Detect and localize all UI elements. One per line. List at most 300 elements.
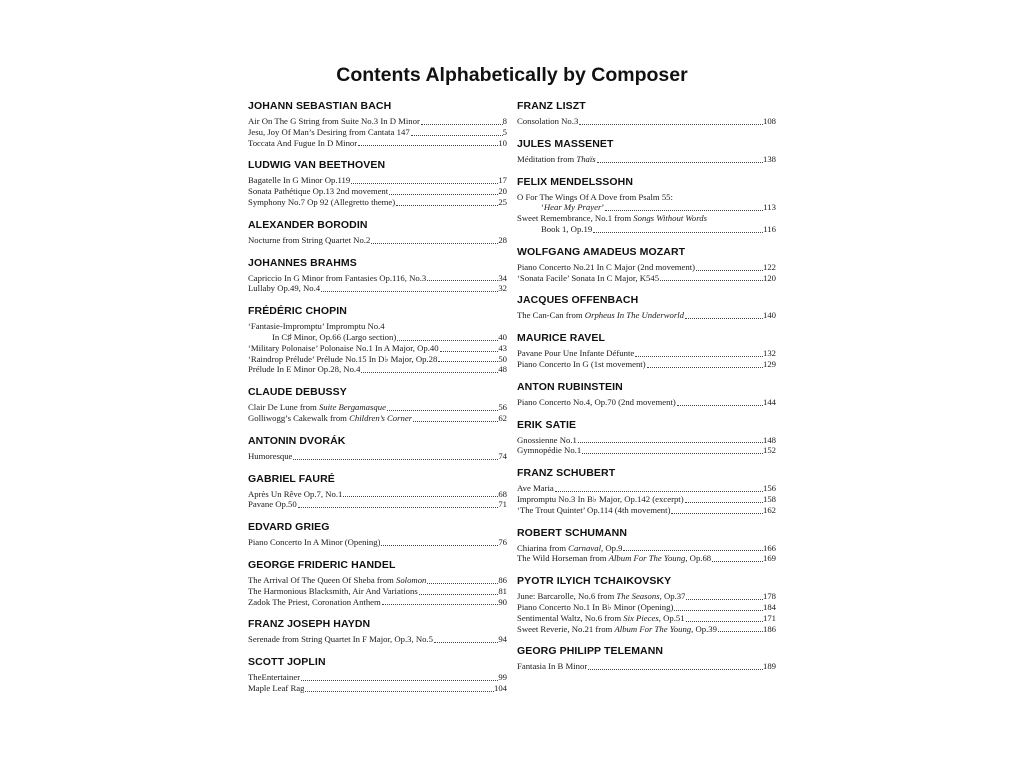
page-number: 184: [762, 601, 776, 612]
composer-name: EDVARD GRIEG: [248, 521, 330, 534]
page-number: 152: [762, 445, 776, 456]
entry-title-text: In C♯ Minor, Op.66 (Largo section): [272, 331, 397, 342]
entry-title-text: Sonata Pathétique Op.13 2nd movement: [248, 186, 389, 197]
dot-leader: [593, 231, 763, 233]
entry-title: [248, 116, 420, 127]
entry-title: [272, 332, 396, 343]
entry-italic-title: Six Pieces: [623, 612, 659, 623]
entry-title-text: Chiarina from: [517, 542, 569, 553]
toc-entry: [517, 445, 776, 456]
entry-title-text: Toccata And Fugue In D Minor: [248, 137, 358, 148]
entry-title: [517, 359, 646, 370]
toc-entry: [517, 483, 776, 494]
page-number: 17: [498, 175, 507, 186]
toc-entry: [517, 435, 776, 446]
composer-section: [248, 472, 507, 511]
composer-section: [248, 385, 507, 424]
page-number: 8: [502, 116, 507, 126]
toc-entry: [248, 586, 507, 597]
entry-title: [248, 489, 342, 500]
composer-section: [517, 526, 776, 565]
entry-italic-title: Suite Bergamasque: [318, 402, 386, 413]
entry-title-text: Serenade from String Quartet In F Major, Op.3, No.5: [248, 634, 433, 645]
entry-title-text: Prélude In E Minor Op.28, No.4: [248, 364, 361, 375]
toc-entry: [248, 138, 507, 149]
dot-leader: [696, 269, 763, 271]
dot-leader: [419, 593, 499, 595]
dot-leader: [396, 204, 498, 206]
dot-leader: [605, 209, 763, 211]
entry-title-suffix: , Op.37: [659, 591, 686, 602]
dot-leader: [597, 161, 763, 163]
page-number: 34: [498, 272, 507, 283]
composer-name: FRANZ JOSEPH HAYDN: [248, 618, 371, 631]
dot-leader: [305, 690, 494, 692]
composer-section: [517, 574, 776, 634]
entry-italic-title: Solomon: [395, 574, 427, 585]
dot-leader: [440, 350, 499, 352]
entry-italic-title: Album For The Young: [608, 553, 686, 564]
entry-title: [517, 543, 622, 554]
entry-title: [517, 435, 577, 446]
toc-entry: [517, 348, 776, 359]
dot-leader: [351, 182, 498, 184]
entry-title: [517, 262, 695, 273]
dot-leader: [647, 366, 763, 368]
page-number: 116: [763, 223, 776, 234]
page-number: 162: [762, 504, 776, 515]
entry-title-text: ‘Sonata Facile’ Sonata In C Major, K545: [517, 272, 660, 283]
entry-title-text: Lullaby Op.49, No.4: [248, 283, 321, 294]
entry-title: [517, 602, 673, 613]
entry-title-text: Piano Concerto No.4, Op.70 (2nd movement): [517, 396, 676, 407]
dot-leader: [371, 242, 498, 244]
entry-title: [541, 224, 592, 235]
entry-title: [517, 494, 684, 505]
composer-name: WOLFGANG AMADEUS MOZART: [517, 245, 686, 258]
dot-leader: [674, 609, 763, 611]
dot-leader: [343, 495, 498, 497]
toc-entry: [248, 597, 507, 608]
toc-entry: [248, 127, 507, 138]
entry-title: [517, 192, 673, 202]
page-number: 122: [762, 261, 776, 272]
composer-section: [517, 99, 776, 127]
page-number: 56: [498, 402, 507, 413]
entry-title: [248, 138, 357, 149]
page-number: 40: [498, 331, 507, 342]
toc-entry: [248, 537, 507, 548]
entry-title: [248, 127, 410, 138]
dot-leader: [382, 603, 499, 605]
dot-leader: [361, 371, 498, 373]
page-number: 166: [762, 542, 776, 553]
entry-title: [248, 683, 304, 694]
page-number: 186: [762, 623, 776, 634]
dot-leader: [671, 512, 763, 514]
dot-leader: [298, 506, 499, 508]
composer-section: [248, 520, 507, 548]
composer-section: [248, 655, 507, 694]
toc-entry: [517, 192, 776, 203]
entry-title-text: Ave Maria: [517, 483, 554, 494]
page-number: 71: [498, 499, 507, 510]
composer-name: GEORGE FRIDERIC HANDEL: [248, 558, 396, 571]
entry-title: [248, 413, 412, 424]
page-number: 5: [502, 126, 507, 137]
composer-name: JULES MASSENET: [517, 137, 614, 150]
toc-entry: [517, 273, 776, 284]
composer-section: [248, 558, 507, 607]
toc-entry: [517, 624, 776, 635]
composer-section: [517, 418, 776, 457]
composer-name: JACQUES OFFENBACH: [517, 294, 639, 307]
composer-name: CLAUDE DEBUSSY: [248, 386, 347, 399]
page-number: 120: [762, 272, 776, 283]
toc-entry: [248, 575, 507, 586]
entry-title: [517, 483, 554, 494]
page-number: 104: [493, 682, 507, 693]
toc-entry: [517, 505, 776, 516]
toc-entry: [517, 591, 776, 602]
entry-title-text: Piano Concerto In A Minor (Opening): [248, 537, 381, 548]
toc-entry: [517, 494, 776, 505]
composer-section: [248, 304, 507, 375]
page-number: 10: [498, 137, 507, 148]
entry-title: [248, 586, 418, 597]
dot-leader: [685, 501, 763, 503]
entry-title-text: Bagatelle In G Minor Op.119: [248, 175, 351, 186]
entry-title: [517, 624, 717, 635]
entry-italic-title: Orpheus In The Underworld: [584, 310, 684, 321]
entry-title-suffix: , Op.51: [658, 612, 685, 623]
right-column: [517, 99, 776, 682]
page-number: 113: [763, 202, 776, 213]
page-number: 129: [762, 358, 776, 369]
page-number: 28: [498, 234, 507, 245]
composer-section: [517, 466, 776, 515]
composer-name: JOHANNES BRAHMS: [248, 256, 357, 269]
entry-italic-title: Thaïs: [576, 153, 596, 164]
entry-title: [517, 154, 596, 165]
entry-title-text: Fantasia In B Minor: [517, 661, 588, 672]
entry-title-text: Sweet Reverie, No.21 from: [517, 623, 615, 634]
entry-title-text: ‘: [541, 202, 544, 213]
dot-leader: [293, 458, 498, 460]
entry-title: [517, 397, 676, 408]
entry-title: [541, 202, 604, 213]
dot-leader: [555, 490, 763, 492]
entry-title-text: Pavane Op.50: [248, 499, 297, 510]
entry-title: [517, 310, 684, 321]
page-number: 156: [762, 483, 776, 494]
toc-entry: [248, 273, 507, 284]
toc-entry: [517, 262, 776, 273]
page-number: 76: [498, 537, 507, 548]
dot-leader: [718, 630, 763, 632]
composer-name: ROBERT SCHUMANN: [517, 526, 627, 539]
entry-title: [517, 661, 587, 672]
composer-name: GABRIEL FAURÉ: [248, 472, 335, 485]
page-number: 144: [762, 396, 776, 407]
entry-italic-title: Album For The Young: [614, 623, 692, 634]
entry-title: [248, 273, 426, 284]
entry-title: [517, 591, 685, 602]
entry-title-text: ‘Fantasie-Impromptu’ Impromptu No.4: [248, 321, 385, 332]
entry-title-text: Gnossienne No.1: [517, 434, 577, 445]
entry-title-text: Pavane Pour Une Infante Défunte: [517, 348, 635, 359]
dot-leader: [387, 409, 498, 411]
composer-name: ANTON RUBINSTEIN: [517, 380, 623, 393]
dot-leader: [358, 144, 498, 146]
toc-entry: [248, 235, 507, 246]
toc-entry: [517, 613, 776, 624]
dot-leader: [582, 452, 763, 454]
entry-title-text: Piano Concerto No.21 In C Major (2nd movement): [517, 261, 696, 272]
page-number: 50: [498, 353, 507, 364]
dot-leader: [397, 339, 498, 341]
entry-title-text: Humoresque: [248, 450, 293, 461]
entry-title: [517, 116, 578, 127]
entry-title-suffix: ’: [601, 202, 605, 213]
composer-name: FELIX MENDELSSOHN: [517, 175, 634, 188]
toc-entry: [517, 202, 776, 213]
entry-title-text: The Can-Can from: [517, 310, 585, 321]
toc-entry: [517, 397, 776, 408]
entry-title-text: ‘Raindrop Prélude’ Prélude No.15 In D♭ Major, Op.28: [248, 353, 438, 364]
entry-italic-title: The Seasons: [616, 591, 660, 602]
toc-entry: [517, 543, 776, 554]
entry-title: [517, 348, 634, 359]
entry-title-text: Après Un Rêve Op.7, No.1: [248, 488, 343, 499]
toc-entry: [517, 602, 776, 613]
entry-title: [517, 273, 659, 284]
toc-entry: [248, 672, 507, 683]
entry-title-text: Gymnopédie No.1: [517, 445, 582, 456]
entry-title-text: Piano Concerto No.1 In B♭ Minor (Opening): [517, 601, 674, 612]
entry-title: [248, 634, 433, 645]
toc-entry: [248, 197, 507, 208]
entry-title-suffix: , Op.9: [600, 542, 623, 553]
entry-title-text: The Harmonious Blacksmith, Air And Variations: [248, 585, 418, 596]
entry-title: [248, 175, 350, 186]
entry-title: [248, 672, 300, 683]
toc-entry: [517, 154, 776, 165]
page-number: 94: [498, 634, 507, 645]
toc-entry: [517, 359, 776, 370]
entry-title: [248, 354, 437, 365]
toc-entry: [248, 283, 507, 294]
entry-title: [248, 235, 370, 246]
dot-leader: [677, 404, 763, 406]
dot-leader: [381, 544, 498, 546]
entry-title-text: Symphony No.7 Op 92 (Allegretto theme): [248, 196, 396, 207]
page-number: 43: [498, 342, 507, 353]
composer-section: [517, 644, 776, 672]
composer-section: [517, 380, 776, 408]
composer-name: SCOTT JOPLIN: [248, 656, 326, 669]
entry-title-text: Consolation No.3: [517, 116, 579, 126]
toc-entry: [517, 661, 776, 672]
page-number: 20: [498, 186, 507, 197]
entry-title-text: Jesu, Joy Of Man’s Desiring from Cantata 147: [248, 126, 410, 137]
composer-name: JOHANN SEBASTIAN BACH: [248, 100, 392, 112]
toc-entry: [517, 310, 776, 321]
toc-entry: [517, 116, 776, 127]
toc-entry: [248, 489, 507, 500]
page-number: 62: [498, 412, 507, 423]
dot-leader: [301, 679, 498, 681]
composer-section: [248, 256, 507, 295]
dot-leader: [686, 620, 763, 622]
entry-title: [248, 537, 380, 548]
entry-title-text: Maple Leaf Rag: [248, 682, 305, 693]
dot-leader: [389, 193, 498, 195]
dot-leader: [579, 123, 763, 125]
page-title: Contents Alphabetically by Composer: [336, 64, 688, 86]
page-number: 90: [498, 596, 507, 607]
page-number: 189: [762, 661, 776, 672]
dot-leader: [588, 668, 763, 670]
toc-entry: [248, 499, 507, 510]
toc-entry: [248, 634, 507, 645]
composer-section: [248, 99, 507, 148]
entry-title: [248, 597, 381, 608]
toc-entry: [248, 683, 507, 694]
entry-title: [248, 499, 297, 510]
left-column: [248, 99, 507, 704]
entry-title: [248, 575, 426, 586]
page-number: 25: [498, 196, 507, 207]
toc-entry: [248, 343, 507, 354]
page-number: 178: [762, 591, 776, 602]
dot-leader: [686, 598, 763, 600]
entry-title-text: Méditation from: [517, 153, 577, 164]
toc-entry: [248, 186, 507, 197]
entry-title: [248, 321, 385, 331]
composer-section: [248, 158, 507, 207]
toc-entry: [248, 364, 507, 375]
entry-title-text: Impromptu No.3 In B♭ Major, Op.142 (excerpt): [517, 493, 684, 504]
toc-entry: [517, 224, 776, 235]
entry-title-text: Clair De Lune from: [248, 402, 319, 413]
page-number: 32: [498, 283, 507, 294]
toc-entry: [248, 451, 507, 462]
entry-title-suffix: , Op.39: [691, 623, 717, 634]
composer-name: LUDWIG VAN BEETHOVEN: [248, 159, 386, 172]
entry-title-text: Piano Concerto In G (1st movement): [517, 358, 646, 369]
dot-leader: [434, 641, 498, 643]
dot-leader: [413, 420, 498, 422]
page-number: 148: [762, 434, 776, 445]
page-number: 140: [762, 310, 776, 321]
entry-title: [517, 613, 685, 624]
toc-entry: [248, 402, 507, 413]
page-number: 86: [498, 574, 507, 585]
composer-name: MAURICE RAVEL: [517, 332, 606, 345]
entry-title-text: Book 1, Op.19: [541, 223, 593, 234]
dot-leader: [421, 123, 503, 125]
page-number: 158: [762, 493, 776, 504]
composer-name: PYOTR ILYICH TCHAIKOVSKY: [517, 575, 672, 588]
entry-title-text: The Wild Horseman from: [517, 553, 609, 564]
entry-title-text: Golliwogg’s Cakewalk from: [248, 412, 350, 423]
entry-title: [517, 213, 707, 223]
toc-entry: [517, 553, 776, 564]
dot-leader: [660, 279, 763, 281]
composer-name: FRÉDÉRIC CHOPIN: [248, 305, 347, 318]
toc-entry: [517, 213, 776, 224]
entry-title: [248, 197, 395, 208]
page-number: 81: [498, 585, 507, 596]
entry-title-text: O For The Wings Of A Dove from Psalm 55:: [517, 191, 673, 202]
dot-leader: [411, 134, 503, 136]
dot-leader: [321, 290, 498, 292]
entry-title-text: The Arrival Of The Queen Of Sheba from: [248, 574, 396, 585]
dot-leader: [427, 279, 498, 281]
entry-title: [248, 451, 292, 462]
entry-italic-title: Carnaval: [568, 542, 601, 553]
entry-title-text: Sweet Remembrance, No.1 from: [517, 213, 634, 224]
composer-name: ERIK SATIE: [517, 418, 577, 431]
composer-name: GEORG PHILIPP TELEMANN: [517, 645, 664, 658]
entry-title: [248, 364, 360, 375]
page-number: 48: [498, 364, 507, 375]
page-number: 138: [762, 153, 776, 164]
composer-section: [248, 434, 507, 462]
composer-name: FRANZ LISZT: [517, 100, 586, 112]
entry-italic-title: Children’s Corner: [349, 412, 413, 423]
dot-leader: [712, 560, 763, 562]
composer-section: [517, 293, 776, 321]
toc-entry: [248, 413, 507, 424]
composer-name: ANTONIN DVORÁK: [248, 434, 346, 447]
toc-entry: [248, 321, 507, 332]
entry-title: [248, 343, 439, 354]
composer-name: FRANZ SCHUBERT: [517, 467, 616, 480]
dot-leader: [685, 317, 763, 319]
dot-leader: [427, 582, 498, 584]
entry-italic-title: Songs Without Words: [633, 213, 707, 224]
dot-leader: [578, 441, 763, 443]
entry-title: [248, 402, 386, 413]
entry-title: [517, 505, 670, 516]
page-number: 99: [498, 672, 507, 683]
toc-entry: [248, 175, 507, 186]
toc-entry: [248, 354, 507, 365]
entry-title: [517, 445, 581, 456]
page-number: 108: [762, 116, 776, 126]
composer-section: [248, 218, 507, 246]
page-number: 171: [762, 612, 776, 623]
entry-title-text: Zadok The Priest, Coronation Anthem: [248, 596, 381, 607]
composer-section: [517, 245, 776, 284]
entry-title-text: Nocturne from String Quartet No.2: [248, 234, 371, 245]
entry-title-text: Air On The G String from Suite No.3 In D Minor: [248, 116, 420, 126]
page-number: 68: [498, 488, 507, 499]
composer-section: [517, 137, 776, 165]
entry-title-text: Sentimental Waltz, No.6 from: [517, 612, 624, 623]
entry-title: [517, 553, 711, 564]
toc-entry: [248, 116, 507, 127]
page-number: 169: [762, 553, 776, 564]
entry-title-text: ‘The Trout Quintet’ Op.114 (4th movement): [517, 504, 671, 515]
entry-title: [248, 186, 388, 197]
entry-italic-title: Hear My Prayer: [543, 202, 602, 213]
page-number: 74: [498, 450, 507, 461]
entry-title: [248, 283, 320, 294]
entry-title-suffix: , Op.68: [685, 553, 712, 564]
